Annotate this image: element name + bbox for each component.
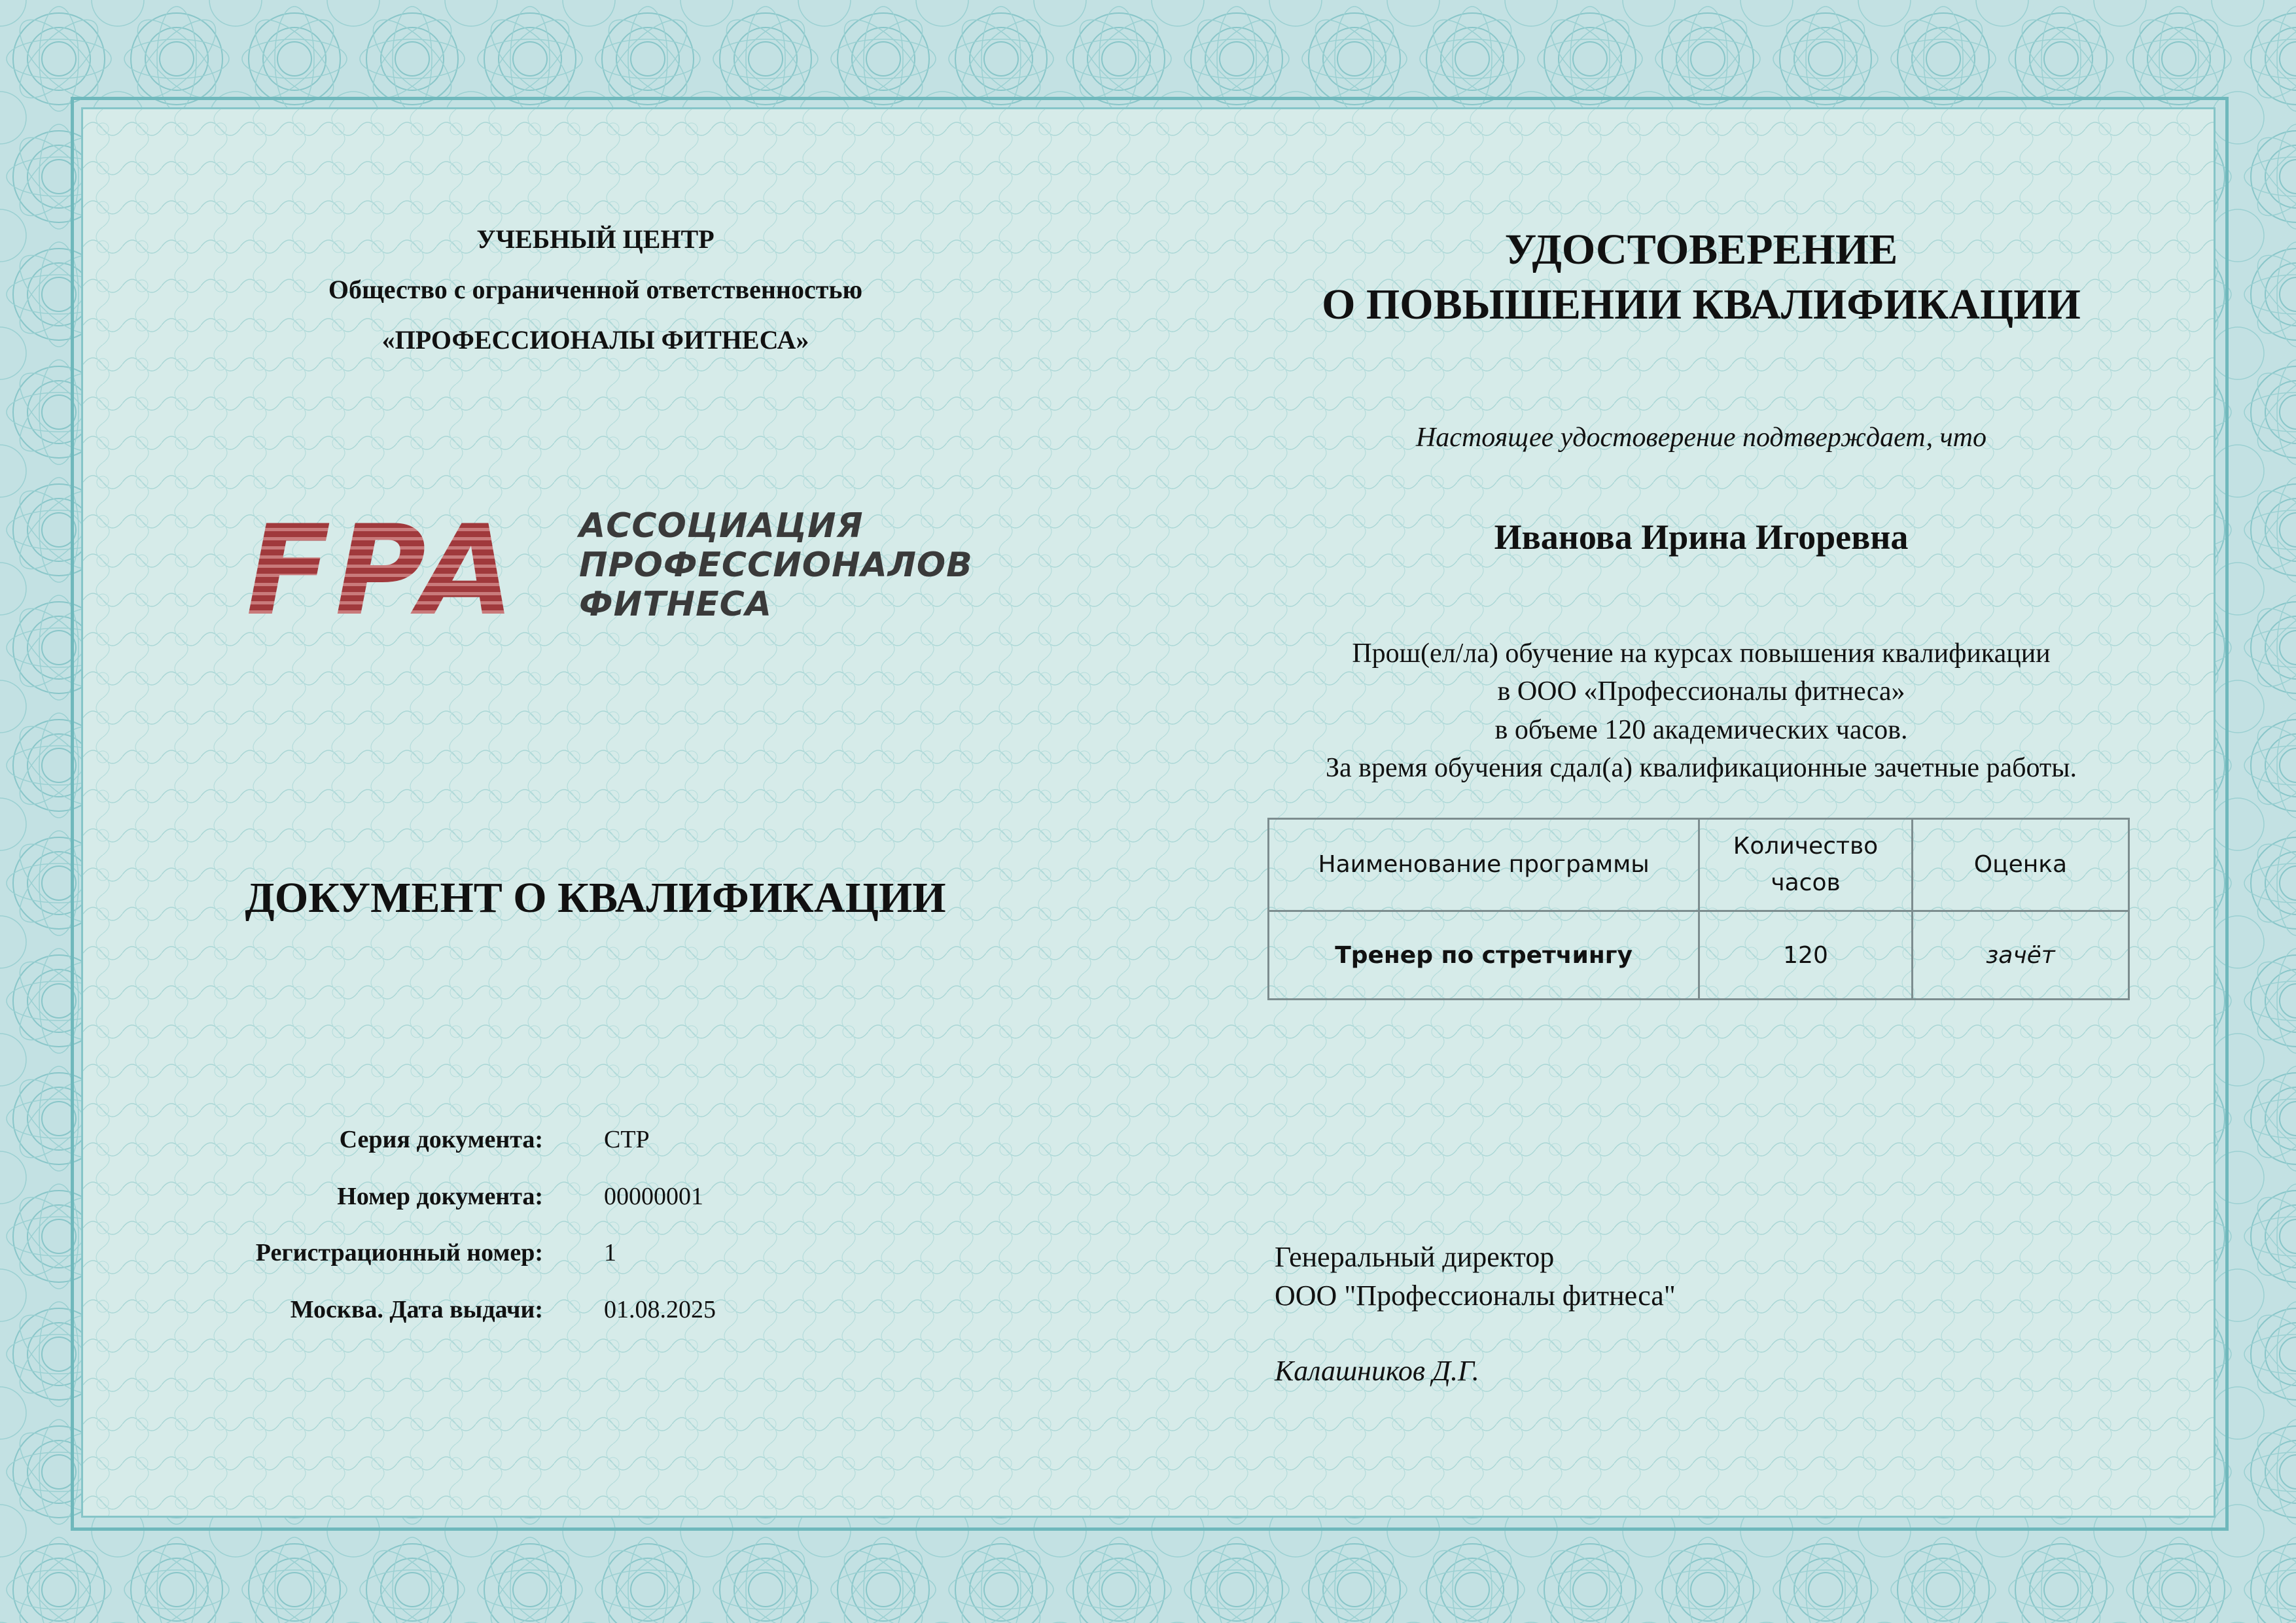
cell-grade: зачёт <box>1912 911 2128 1000</box>
issue-date-value: 01.08.2025 <box>604 1296 716 1323</box>
header-program: Наименование программы <box>1269 819 1699 911</box>
org-header-line2: Общество с ограниченной ответственностью <box>328 275 863 304</box>
confirm-text: Настоящее удостоверение подтверждает, что <box>1415 423 1987 453</box>
program-table <box>1267 818 2130 1000</box>
registration-label: Регистрационный номер: <box>255 1239 543 1266</box>
table-header-row <box>1269 819 2129 911</box>
body-line-2: в ООО «Профессионалы фитнеса» <box>1497 676 1905 707</box>
cell-hours: 120 <box>1699 911 1913 1000</box>
header-hours: Количество часов <box>1699 819 1913 911</box>
issue-date-label: Москва. Дата выдачи: <box>290 1296 543 1323</box>
fpa-logo-mark <box>242 504 569 635</box>
table-row <box>1269 911 2129 1000</box>
series-label: Серия документа: <box>339 1126 543 1153</box>
signature-signer: Калашников Д.Г. <box>1275 1355 1479 1387</box>
org-header-line1: УЧЕБНЫЙ ЦЕНТР <box>476 224 715 254</box>
number-label: Номер документа: <box>337 1183 543 1210</box>
signature-organization: ООО "Профессионалы фитнеса" <box>1275 1280 1676 1312</box>
logo-mark-text: FPA <box>246 504 519 635</box>
body-line-1: Прош(ел/ла) обучение на курсах повышения квалификации <box>1352 638 2051 669</box>
cell-program: Тренер по стретчингу <box>1269 911 1699 1000</box>
logo-name-line3: ФИТНЕСА <box>579 585 773 624</box>
logo-name <box>579 506 973 624</box>
series-value: СТР <box>604 1126 650 1153</box>
certificate-title-line1: УДОСТОВЕРЕНИЕ <box>1504 226 1898 273</box>
body-line-3: в объеме 120 академических часов. <box>1494 715 1908 745</box>
body-line-4: За время обучения сдал(а) квалификационные зачетные работы. <box>1326 753 2077 783</box>
org-header-line3: «ПРОФЕССИОНАЛЫ ФИТНЕСА» <box>381 325 809 355</box>
number-value: 00000001 <box>604 1183 703 1210</box>
certificate-title-line2: О ПОВЫШЕНИИ КВАЛИФИКАЦИИ <box>1322 281 2081 328</box>
logo-name-line2: ПРОФЕССИОНАЛОВ <box>579 546 973 585</box>
fpa-logo <box>242 504 973 635</box>
logo-name-line1: АССОЦИАЦИЯ <box>579 506 864 546</box>
document-title: ДОКУМЕНТ О КВАЛИФИКАЦИИ <box>245 874 946 922</box>
header-grade: Оценка <box>1912 819 2128 911</box>
person-name: Иванова Ирина Игоревна <box>1494 517 1909 557</box>
registration-value: 1 <box>604 1239 616 1266</box>
signature-position: Генеральный директор <box>1275 1241 1555 1273</box>
